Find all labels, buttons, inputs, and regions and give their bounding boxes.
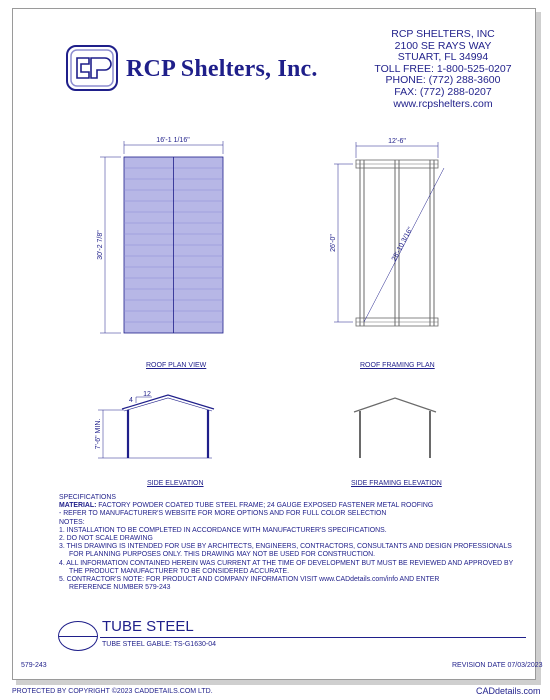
contact-website: www.rcpshelters.com: [393, 97, 493, 110]
roof-framing-plan: [356, 160, 438, 326]
caddetails-brand: CADdetails.com: [476, 686, 541, 696]
title-underline: [100, 637, 526, 638]
material-label: MATERIAL:: [59, 502, 97, 510]
framing-diagonal-dim: 28'-10 3/16": [390, 226, 415, 263]
specifications-and-notes: [59, 494, 529, 592]
contact-line: STUART, FL 34994: [397, 51, 489, 64]
framing-width-dim: 12'-6": [388, 138, 406, 145]
pitch-run: 12: [143, 391, 151, 398]
contact-line: 2100 SE RAYS WAY: [394, 39, 492, 52]
revision-date: REVISION DATE 07/03/2023: [452, 662, 543, 669]
note-item: 1. INSTALLATION TO BE COMPLETED IN ACCORDANCE WITH MANUFACTURER'S SPECIFICATIONS.: [59, 526, 387, 534]
drawing-title: TUBE STEEL: [102, 618, 194, 635]
side-elevation: [95, 391, 214, 458]
side-framing-elevation: [354, 398, 436, 458]
material-text: FACTORY POWDER COATED TUBE STEEL FRAME; 24 GAUGE EXPOSED FASTENER METAL ROOFING: [96, 502, 434, 510]
specs-heading: SPECIFICATIONS: [59, 494, 116, 501]
contact-line: PHONE: (772) 288-3600: [385, 74, 501, 87]
contact-line: FAX: (772) 288-0207: [394, 85, 492, 98]
side-elevation-caption: SIDE ELEVATION: [147, 480, 204, 487]
note-item: 3. THIS DRAWING IS INTENDED FOR USE BY ARCHITECTS, ENGINEERS, CONTRACTORS, CONSULTANTS AND DESIGN PROFESSIONALS: [59, 543, 512, 551]
notes-heading: NOTES:: [59, 518, 85, 526]
title-bubble-icon: [58, 621, 98, 651]
note-item: FOR PLANNING PURPOSES ONLY. THIS DRAWING MAY NOT BE USED FOR CONSTRUCTION.: [69, 551, 376, 559]
side-framing-caption: SIDE FRAMING ELEVATION: [351, 480, 442, 487]
contact-line: TOLL FREE: 1-800-525-0207: [374, 62, 512, 75]
contact-line: RCP SHELTERS, INC: [391, 28, 495, 40]
elevation-height-dim: 7'-6" MIN.: [95, 418, 102, 450]
company-logo-name: RCP Shelters, Inc.: [126, 56, 318, 82]
drawing-subtitle: TUBE STEEL GABLE: TS-G1630-04: [102, 641, 216, 648]
roof-plan-view: [97, 137, 223, 333]
note-item: 5. CONTRACTOR'S NOTE: FOR PRODUCT AND COMPANY INFORMATION VISIT www.CADdetails.com/info AND ENTER: [59, 576, 440, 584]
framing-length-dim: 26'-0": [330, 234, 337, 252]
copyright-notice: PROTECTED BY COPYRIGHT ©2023 CADDETAILS.COM LTD.: [12, 688, 213, 695]
pitch-rise: 4: [129, 397, 133, 404]
roof-framing-dimensions: [330, 138, 444, 322]
note-item: THE PRODUCT MANUFACTURER TO BE CONSIDERED ACCURATE.: [69, 567, 290, 575]
note-item: 2. DO NOT SCALE DRAWING: [59, 535, 153, 543]
roof-framing-caption: ROOF FRAMING PLAN: [360, 362, 435, 369]
roof-length-dim: 30'-2 7/8": [97, 230, 104, 260]
note-item: 4. ALL INFORMATION CONTAINED HEREIN WAS CURRENT AT THE TIME OF DEVELOPMENT BUT MUST BE REVIEWED AND APPROVED BY: [59, 559, 514, 567]
reference-number: 579-243: [21, 662, 47, 669]
specs-material: [59, 502, 529, 510]
roof-plan-caption: ROOF PLAN VIEW: [146, 362, 207, 369]
roof-width-dim: 16'-1 1/16": [156, 137, 190, 144]
specs-refer: - REFER TO MANUFACTURER'S WEBSITE FOR MORE OPTIONS AND FOR FULL COLOR SELECTION: [59, 510, 387, 518]
note-item: REFERENCE NUMBER 579-243: [69, 584, 171, 592]
